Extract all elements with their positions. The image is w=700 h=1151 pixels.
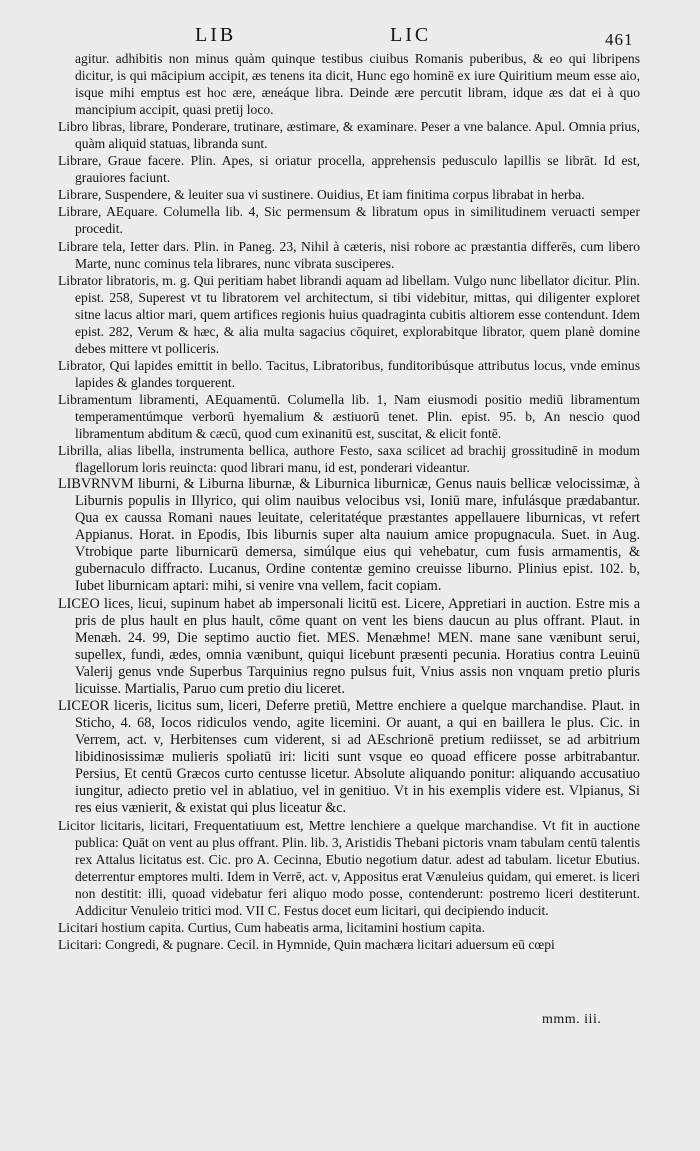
signature-mark: mmm. iii. [542, 1012, 602, 1027]
entry-librilla: Librilla, alias libella, instrumenta bellica, authore Festo, saxa scilicet ad brachij grossitudinē in modum flagellorum loris reuincta: quod librari manu, id est, ponderari videantur. [58, 443, 640, 476]
right-headword: LIC [390, 24, 432, 46]
page-number: 461 [605, 30, 634, 49]
entry-libro: Libro libras, librare, Ponderare, trutinare, æstimare, & examinare. Peser a vne balance. Apul. Omnia prius, quàm aliquid statuas, libranda sunt. [58, 119, 640, 152]
entry-licitor: Licitor licitaris, licitari, Frequentatiuum est, Mettre lenchiere a quelque marchandise. Vt fit in auctione publica: Quāt on vent au plus offrant. Plin. lib. 3, Aristidis Thebani pictoris vnam tabulam centū talentis rex Attalus licitatus est. Cic. pro A. Cecinna, Ebutio negotium datur. adest ad tabulam. licetur Ebutius. deterrentur emptores multi. Idem in Verrē, act. v, Appositus erat Vænuleius quidam, qui emeret. is liceri non destitit: illi, quoad videbatur feri aliquo modo posse, contenderunt: postremo liceri destiterunt. Addicitur Venuleio tritici mod. VII C. Festus docet eum licitari, qui decipiendo inducit. [58, 818, 640, 919]
entry-libramentum: Libramentum libramenti, AEquamentū. Columella lib. 1, Nam eiusmodi positio mediū libramentum temperamentúmque verborū hyemalium & æstiuorū tenet. Plin. epist. 95. b, An nescio quod libramentum abditum & cæcū, quod cum exinanitū est, suscitat, & elicit fontē. [58, 391, 640, 442]
entries-column [58, 50, 640, 953]
entry-liceo: LICEO lices, licui, supinum habet ab impersonali licitū est. Licere, Appretiari in auction. Estre mis a pris de plus hault en plus hault, cōme quant on vent les biens daucun au plus offrant. Plaut. in Menæh. 24. 99, Die septimo auctio fiet. MES. Menæhme! MEN. mane sane vænibunt serui, supellex, fundi, ædes, omnia vænibunt, quiqui licebunt præsenti pecunia. Horatius contra Leuinū Valerij genus vnde Superbus Tarquinius regno pulsus fuit, Vnius assis non vnquam pretio pluris licuisse. Martialis, Paruo cum pretio diu liceret. [58, 595, 640, 697]
entry-licitari-congredi: Licitari: Congredi, & pugnare. Cecil. in Hymnide, Quin machæra licitari aduersum eū cœpi [58, 937, 555, 953]
entry-liceor: LICEOR liceris, licitus sum, liceri, Deferre pretiū, Mettre enchiere a quelque marchandise. Plaut. in Sticho, 4. 68, Iocos ridiculos vendo, agite licemini. Or auant, a qui en baillera le plus. Cic. in Verrem, act. v, Herbitenses cum viderent, si ad AEschrionē pretium rediisset, se ad arbitrium libidinosissimæ mulieris spoliatū iri: liciti sunt vsque eo quoad efficere posse arbitrabantur. Persius, Et centū Græcos curto centusse licetur. Absolute aliquando ponitur: aliquando accusatiuo iungitur, adiecto pretio vel in ablatiuo, vel in genitiuo. Vt in his exemplis videre est. Vlpianus, Si res eius vænierit, & existat qui plus liceatur &c. [58, 697, 640, 817]
entry-librator: Librator libratoris, m. g. Qui peritiam habet librandi aquam ad libellam. Vulgo nunc libellator dicitur. Plin. epist. 258, Superest vt tu libratorem vel architectum, si tibi videbitur, mittas, qui diligenter exploret sitne lacus altior mari, quem artifices regionis huius quadraginta cubitis altiorem esse contendunt. Idem epist. 282, Verum & hæc, & alia multa sagacius cōquiret, explorabitque librator, quem planè domine debes mittere vt polliceris. [58, 272, 640, 356]
entry-librare-graue: Librare, Graue facere. Plin. Apes, si oriatur procella, apprehensis pedusculo lapillis se librāt. Id est, grauiores faciunt. [58, 153, 640, 186]
entry-librare-aequare: Librare, AEquare. Columella lib. 4, Sic permensum & libratum opus in similitudinem veruacti semper procedit. [58, 204, 640, 237]
entry-librator-bello: Librator, Qui lapides emittit in bello. Tacitus, Libratoribus, funditoribúsque attributus locus, vnde eminus lapides & glandes torquerent. [58, 357, 640, 390]
entry-continuation: agitur. adhibitis non minus quàm quinque testibus ciuibus Romanis puberibus, & eo qui libripens dicitur, is qui mācipium accipit, æs tenens ita dicit, Hunc ego hominē ex iure Quiritium meum esse aio, isque mihi emptus est hoc ære, æneáque libra. Deinde ære percutit libram, idque æs dat ei à quo mancipium accipit, quasi pretij loco. [75, 51, 640, 118]
left-headword: LIB [195, 24, 237, 46]
entry-librare-suspendere: Librare, Suspendere, & leuiter sua vi sustinere. Ouidius, Et iam finitima corpus librabat in herba. [58, 187, 585, 203]
entry-liburnum: LIBVRNVM liburni, & Liburna liburnæ, & Liburnica liburnicæ, Genus nauis bellicæ velocissimæ, à Liburnis populis in Illyrico, qui olim nauibus velocibus vsi, Ioniū mare, infulásque prædabantur. Qua ex caussa Romani naues leuitate, celeritatéque præstantes appellauere liburnicas, vt refert Appianus. Horat. in Epodis, Ibis liburnis super alta nauium amice propugnacula. Suet. in Aug. Vtrobique parte liburnicarū demersa, simúlque eius qui vehebatur, cum fusis armamentis, & gubernaculo diffracto. Lucanus, Ordine contentæ gemino creuisse liburno. Plinius epist. 102. b, Iubet liburnicam aptari: mihi, si venire vna vellem, facit copiam. [58, 476, 640, 595]
running-header [0, 22, 700, 48]
entry-librare-tela: Librare tela, Ietter dars. Plin. in Paneg. 23, Nihil à cæteris, nisi robore ac præstantia differēs, cum libero Marte, nunc cominus tela librares, nunc vibrata susciperes. [58, 238, 640, 271]
entry-licitari-hostium: Licitari hostium capita. Curtius, Cum habeatis arma, licitamini hostium capita. [58, 920, 485, 936]
